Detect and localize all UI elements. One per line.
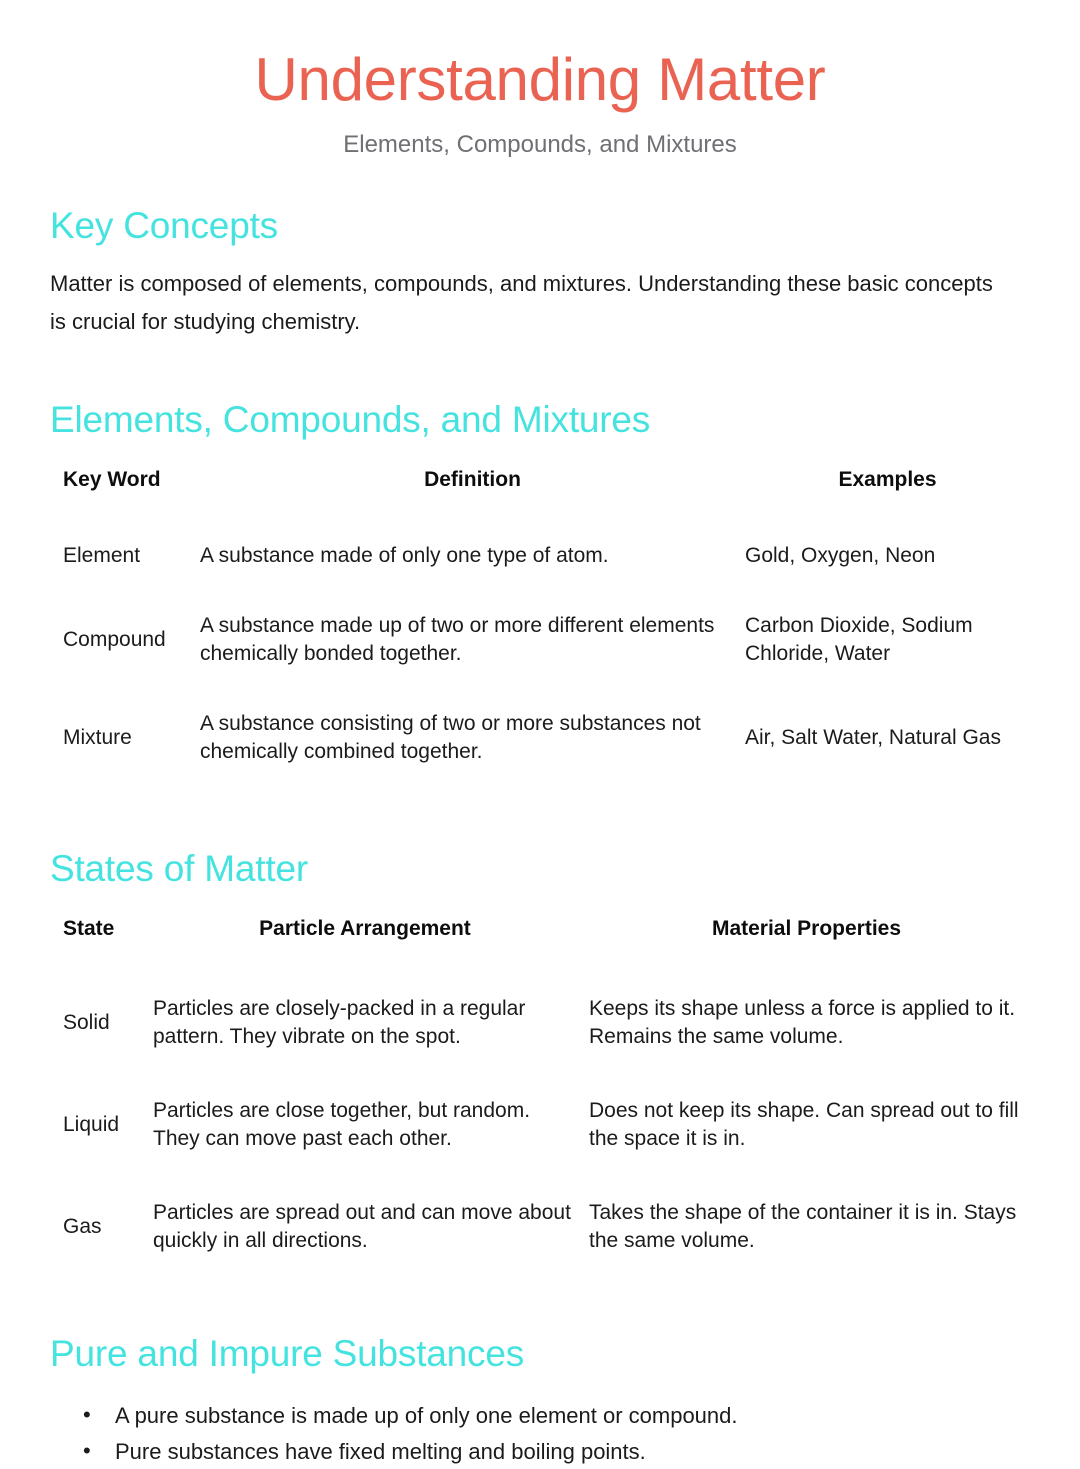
section-elements-compounds-mixtures (0, 399, 1080, 792)
page-title: Understanding Matter (254, 46, 826, 113)
column-header-examples: Examples (838, 467, 937, 491)
cell-key-word: Element (63, 543, 141, 567)
table-header-row (50, 468, 1030, 526)
key-concepts-paragraph: Matter is composed of elements, compounds, and mixtures. Understanding these basic concepts is crucial for studying chemistry. (50, 271, 993, 335)
section-heading-states-of-matter: States of Matter (50, 848, 308, 890)
table-row (50, 694, 1030, 792)
pure-substances-bullet-list (50, 1398, 1030, 1469)
list-item: • A pure substance is made up of only one element or compound. (83, 1398, 1030, 1434)
section-states-of-matter (0, 848, 1080, 1281)
table-row (50, 596, 1030, 694)
cell-definition: A substance consisting of two or more substances not chemically combined together. (200, 711, 701, 764)
list-item: • Pure substances have fixed melting and boiling points. (83, 1434, 1030, 1469)
cell-definition: A substance made of only one type of atom. (200, 543, 609, 567)
column-header-key-word: Key Word (63, 467, 161, 491)
cell-state: Liquid (63, 1113, 120, 1137)
cell-particle-arrangement: Particles are spread out and can move about quickly in all directions. (153, 1201, 571, 1253)
section-pure-and-impure-substances (0, 1333, 1080, 1469)
section-heading-key-concepts: Key Concepts (50, 204, 278, 246)
cell-particle-arrangement: Particles are close together, but random. They can move past each other. (153, 1098, 531, 1151)
table-elements-compounds-mixtures (50, 468, 1030, 793)
cell-examples: Gold, Oxygen, Neon (745, 543, 936, 567)
column-header-state: State (63, 916, 115, 940)
cell-material-properties: Does not keep its shape. Can spread out to fill the space it is in. (589, 1098, 1019, 1151)
page-subtitle: Elements, Compounds, and Mixtures (343, 130, 737, 158)
cell-examples: Carbon Dioxide, Sodium Chloride, Water (745, 613, 973, 665)
cell-particle-arrangement: Particles are closely-packed in a regular pattern. They vibrate on the spot. (153, 996, 526, 1048)
table-header-row (50, 917, 1030, 975)
column-header-particle-arrangement: Particle Arrangement (259, 916, 471, 940)
column-header-definition: Definition (424, 467, 521, 491)
cell-material-properties: Keeps its shape unless a force is applied to it. Remains the same volume. (589, 996, 1016, 1048)
section-key-concepts (0, 205, 1080, 341)
table-states-of-matter (50, 917, 1030, 1282)
document-header (0, 0, 1080, 160)
table-row (50, 975, 1030, 1077)
cell-examples: Air, Salt Water, Natural Gas (745, 725, 1001, 749)
column-header-material-properties: Material Properties (711, 916, 902, 940)
cell-state: Solid (63, 1010, 110, 1034)
cell-definition: A substance made up of two or more different elements chemically bonded together. (200, 613, 715, 665)
section-heading-elements-compounds-mixtures: Elements, Compounds, and Mixtures (50, 398, 651, 440)
table-row (50, 526, 1030, 596)
section-heading-pure-and-impure-substances: Pure and Impure Substances (50, 1333, 525, 1375)
cell-material-properties: Takes the shape of the container it is in. Stays the same volume. (589, 1201, 1017, 1253)
cell-key-word: Mixture (63, 725, 132, 749)
cell-state: Gas (63, 1215, 102, 1239)
table-row (50, 1077, 1030, 1179)
table-row (50, 1179, 1030, 1281)
cell-key-word: Compound (63, 627, 166, 651)
